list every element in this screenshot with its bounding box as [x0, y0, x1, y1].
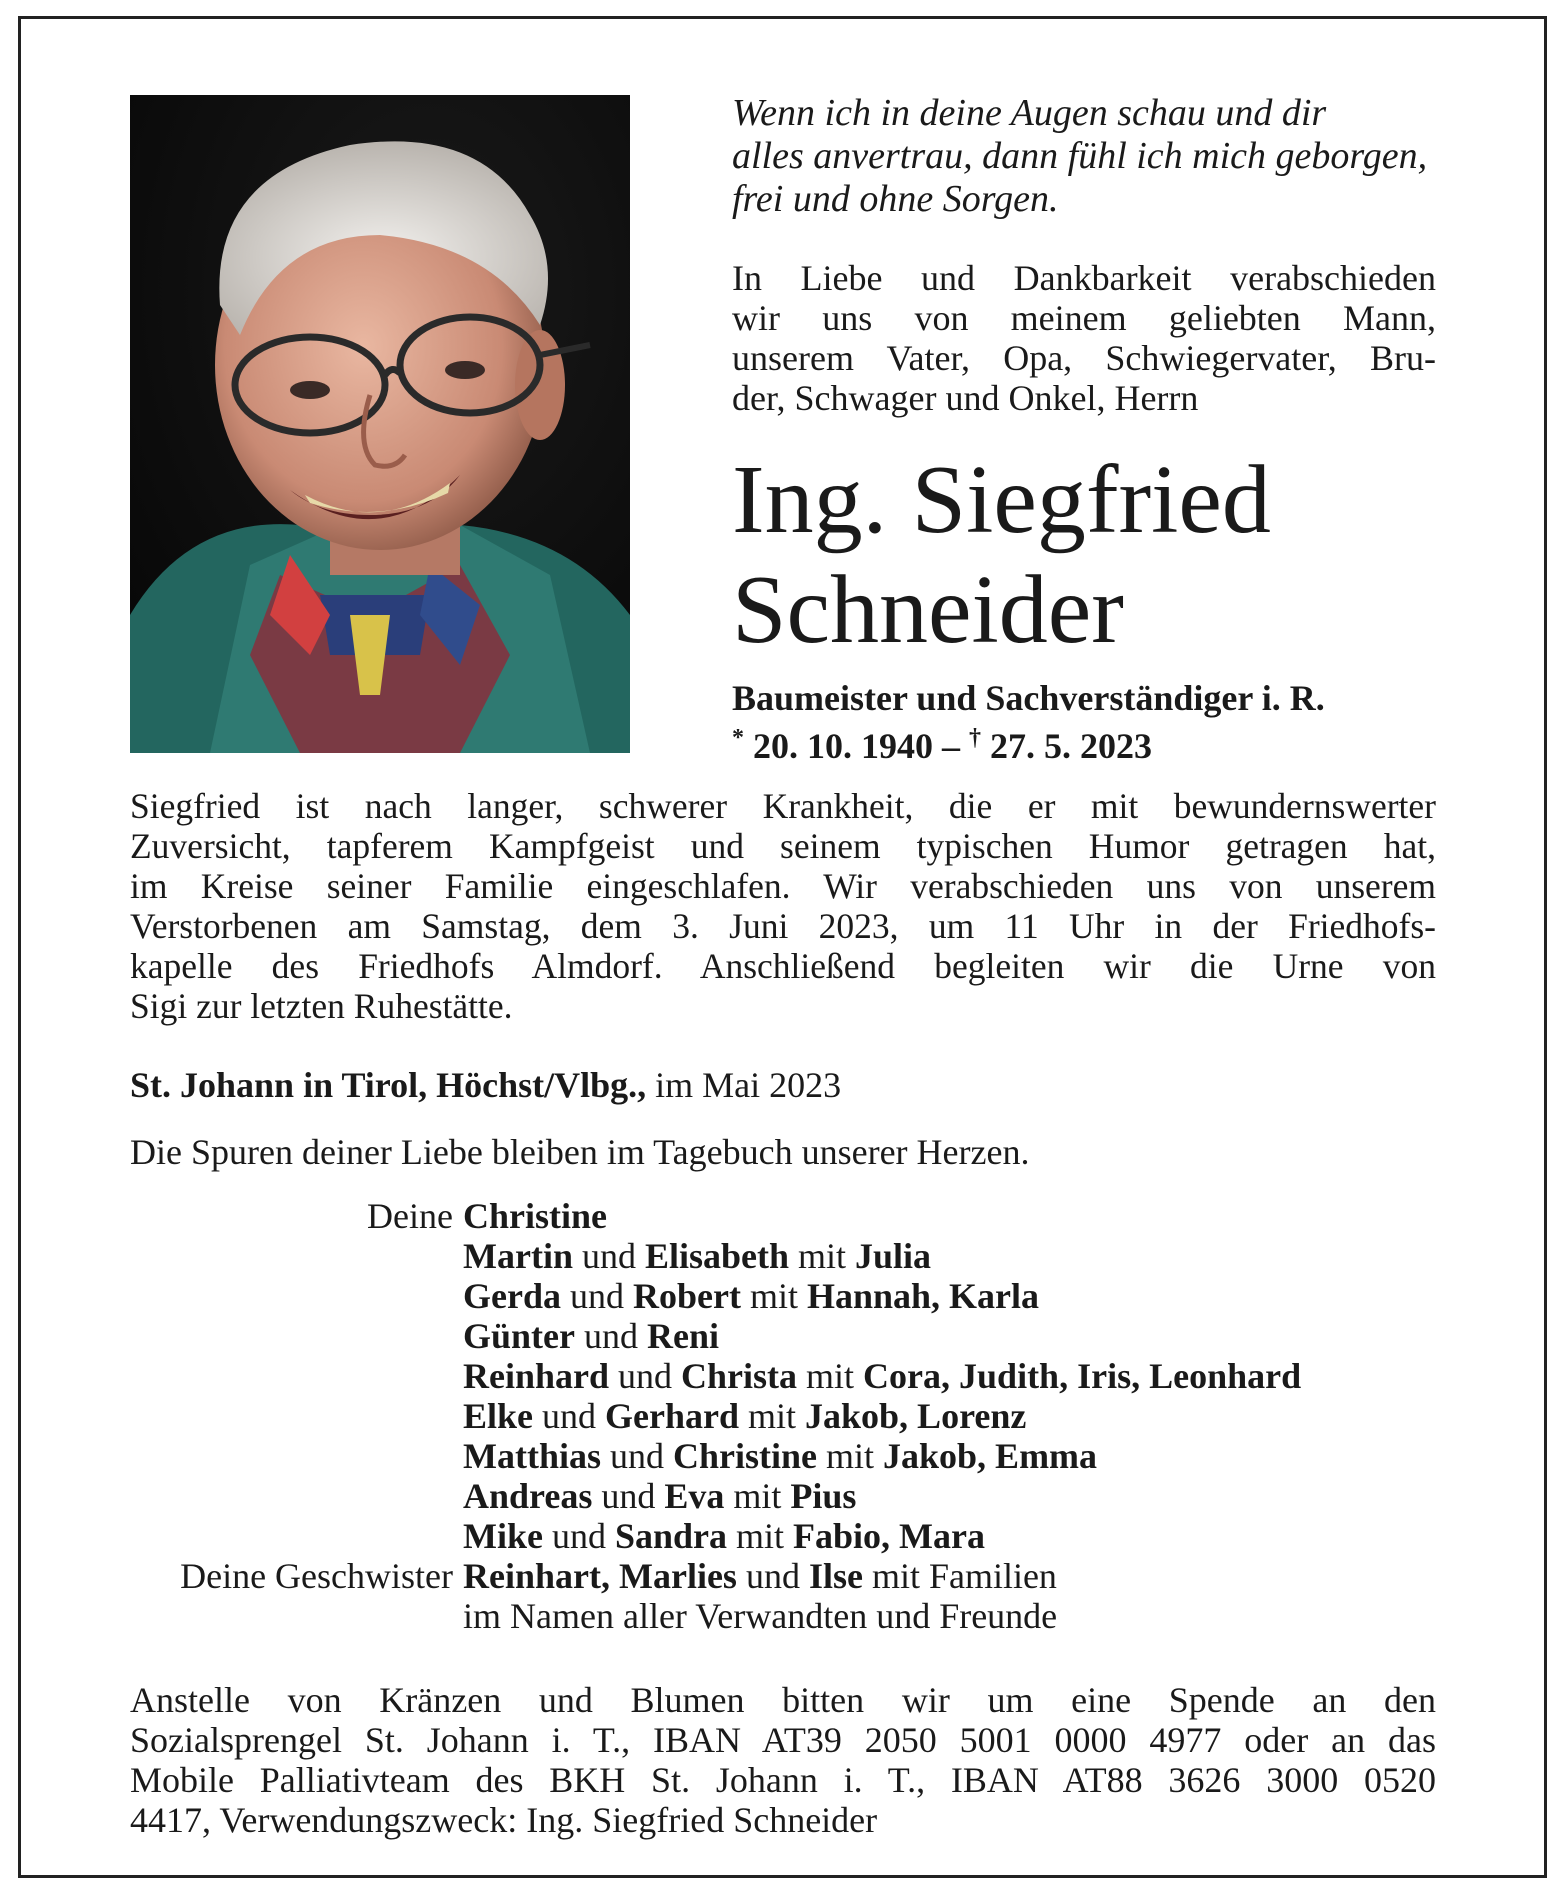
- child-name: Reinhard: [463, 1356, 610, 1396]
- family-members: [463, 1396, 1026, 1436]
- intro-line: wir uns von meinem geliebten Mann,: [732, 298, 1436, 338]
- grandchildren-names: Pius: [790, 1476, 857, 1516]
- body-line: Sigi zur letzten Ruhestätte.: [130, 986, 513, 1026]
- death-date: 27. 5. 2023: [990, 726, 1152, 766]
- child-name: Gerda: [463, 1276, 561, 1316]
- death-symbol: †: [969, 725, 981, 751]
- family-members: [463, 1436, 1097, 1476]
- family-members: [463, 1316, 719, 1356]
- siblings-tail: mit Familien: [871, 1556, 1057, 1596]
- siblings-row: [130, 1556, 1301, 1596]
- donation-line: Anstelle von Kränzen und Blumen bitten wir um eine Spende an den: [130, 1680, 1436, 1720]
- grandchildren-names: Cora, Judith, Iris, Leonhard: [863, 1356, 1302, 1396]
- life-dates: [732, 718, 1325, 766]
- verse-line: frei und ohne Sorgen.: [732, 178, 1059, 220]
- place-names: St. Johann in Tirol, Höchst/Vlbg.,: [130, 1065, 647, 1105]
- donation-line: Sozialsprengel St. Johann i. T., IBAN AT39 2050 5001 0000 4977 oder an das: [130, 1720, 1436, 1760]
- birth-symbol: *: [732, 725, 744, 751]
- sibling-name: Reinhart, Marlies: [463, 1556, 737, 1596]
- mit-word: mit: [826, 1436, 875, 1476]
- family-members: [463, 1356, 1301, 1396]
- child-name: Günter: [463, 1316, 575, 1356]
- family-list: [130, 1196, 1301, 1636]
- partner-name: Gerhard: [605, 1396, 739, 1436]
- und-word: und: [569, 1276, 624, 1316]
- verse-line: Wenn ich in deine Augen schau und dir: [732, 92, 1327, 134]
- family-members: [463, 1476, 856, 1516]
- title-and-dates: [732, 678, 1325, 766]
- family-row: [130, 1436, 1301, 1476]
- grandchildren-names: Hannah, Karla: [806, 1276, 1040, 1316]
- und-word: und: [745, 1556, 800, 1596]
- family-row: [130, 1316, 1301, 1356]
- family-row: [130, 1356, 1301, 1396]
- family-row: [130, 1476, 1301, 1516]
- relatives-text: im Namen aller Verwandten und Freunde: [463, 1596, 1058, 1636]
- sibling-name: Ilse: [808, 1556, 863, 1596]
- month-year: im Mai 2023: [655, 1065, 842, 1105]
- partner-name: Elisabeth: [644, 1236, 790, 1276]
- und-word: und: [610, 1436, 664, 1476]
- child-name: Mike: [463, 1516, 543, 1556]
- und-word: und: [542, 1396, 597, 1436]
- mit-word: mit: [733, 1476, 782, 1516]
- deceased-name: [732, 445, 1271, 665]
- birth-date: 20. 10. 1940: [753, 726, 933, 766]
- partner-name: Christa: [681, 1356, 798, 1396]
- child-name: Andreas: [463, 1476, 593, 1516]
- grandchildren-names: Jakob, Lorenz: [805, 1396, 1027, 1436]
- mit-word: mit: [736, 1516, 785, 1556]
- donation-request: [130, 1680, 1436, 1840]
- mit-word: mit: [806, 1356, 855, 1396]
- partner-name: Reni: [647, 1316, 719, 1356]
- verse-line: alles anvertrau, dann fühl ich mich geborgen,: [732, 135, 1428, 177]
- mit-word: mit: [798, 1236, 847, 1276]
- grandchildren-names: Fabio, Mara: [793, 1516, 986, 1556]
- body-line: Zuversicht, tapferem Kampfgeist und seinem typischen Humor getragen hat,: [130, 826, 1436, 866]
- body-line: kapelle des Friedhofs Almdorf. Anschließend begleiten wir die Urne von: [130, 946, 1436, 986]
- family-row: [130, 1396, 1301, 1436]
- und-word: und: [618, 1356, 673, 1396]
- intro-line: der, Schwager und Onkel, Herrn: [732, 378, 1199, 418]
- portrait-icon: [130, 95, 630, 753]
- und-word: und: [581, 1236, 636, 1276]
- siblings-names: [463, 1556, 1057, 1596]
- family-row: [130, 1236, 1301, 1276]
- mit-word: mit: [748, 1396, 797, 1436]
- child-name: Matthias: [463, 1436, 601, 1476]
- family-label: Deine: [367, 1196, 453, 1236]
- child-name: Elke: [463, 1396, 534, 1436]
- partner-name: Eva: [664, 1476, 725, 1516]
- name-line-1: Ing. Siegfried: [732, 446, 1271, 554]
- mit-word: mit: [749, 1276, 798, 1316]
- und-word: und: [601, 1476, 656, 1516]
- partner-name: Christine: [673, 1436, 817, 1476]
- date-dash: –: [942, 726, 960, 766]
- name-line-2: Schneider: [732, 556, 1124, 664]
- intro-paragraph: [732, 258, 1436, 418]
- donation-line: 4417, Verwendungszweck: Ing. Siegfried Schneider: [130, 1800, 878, 1840]
- family-members: [463, 1236, 931, 1276]
- poem-verse: [732, 92, 1452, 221]
- spouse-name: Christine: [463, 1196, 607, 1236]
- main-text: [130, 786, 1436, 1026]
- und-word: und: [551, 1516, 606, 1556]
- portrait-photo: [130, 95, 630, 753]
- family-row: [130, 1516, 1301, 1556]
- relatives-row: [130, 1596, 1301, 1636]
- closing-quote: Die Spuren deiner Liebe bleiben im Tagebuch unserer Herzen.: [130, 1132, 1030, 1172]
- family-row: [130, 1196, 1301, 1236]
- und-word: und: [584, 1316, 638, 1356]
- partner-name: Sandra: [614, 1516, 728, 1556]
- siblings-label: Deine Geschwister: [180, 1556, 453, 1596]
- body-line: im Kreise seiner Familie eingeschlafen. Wir verabschieden uns von unserem: [130, 866, 1436, 906]
- grandchildren-names: Julia: [855, 1236, 932, 1276]
- family-members: [463, 1276, 1039, 1316]
- intro-line: In Liebe und Dankbarkeit verabschieden: [732, 258, 1436, 298]
- intro-line: unserem Vater, Opa, Schwiegervater, Bru-: [732, 338, 1436, 378]
- body-line: Verstorbenen am Samstag, dem 3. Juni 2023, um 11 Uhr in der Friedhofs-: [130, 906, 1436, 946]
- place-and-date: [130, 1064, 841, 1106]
- family-row: [130, 1276, 1301, 1316]
- child-name: Martin: [463, 1236, 573, 1276]
- profession: Baumeister und Sachverständiger i. R.: [732, 678, 1325, 718]
- donation-line: Mobile Palliativteam des BKH St. Johann i. T., IBAN AT88 3626 3000 0520: [130, 1760, 1436, 1800]
- grandchildren-names: Jakob, Emma: [883, 1436, 1098, 1476]
- body-line: Siegfried ist nach langer, schwerer Krankheit, die er mit bewundernswerter: [130, 786, 1436, 826]
- partner-name: Robert: [632, 1276, 741, 1316]
- family-members: [463, 1516, 985, 1556]
